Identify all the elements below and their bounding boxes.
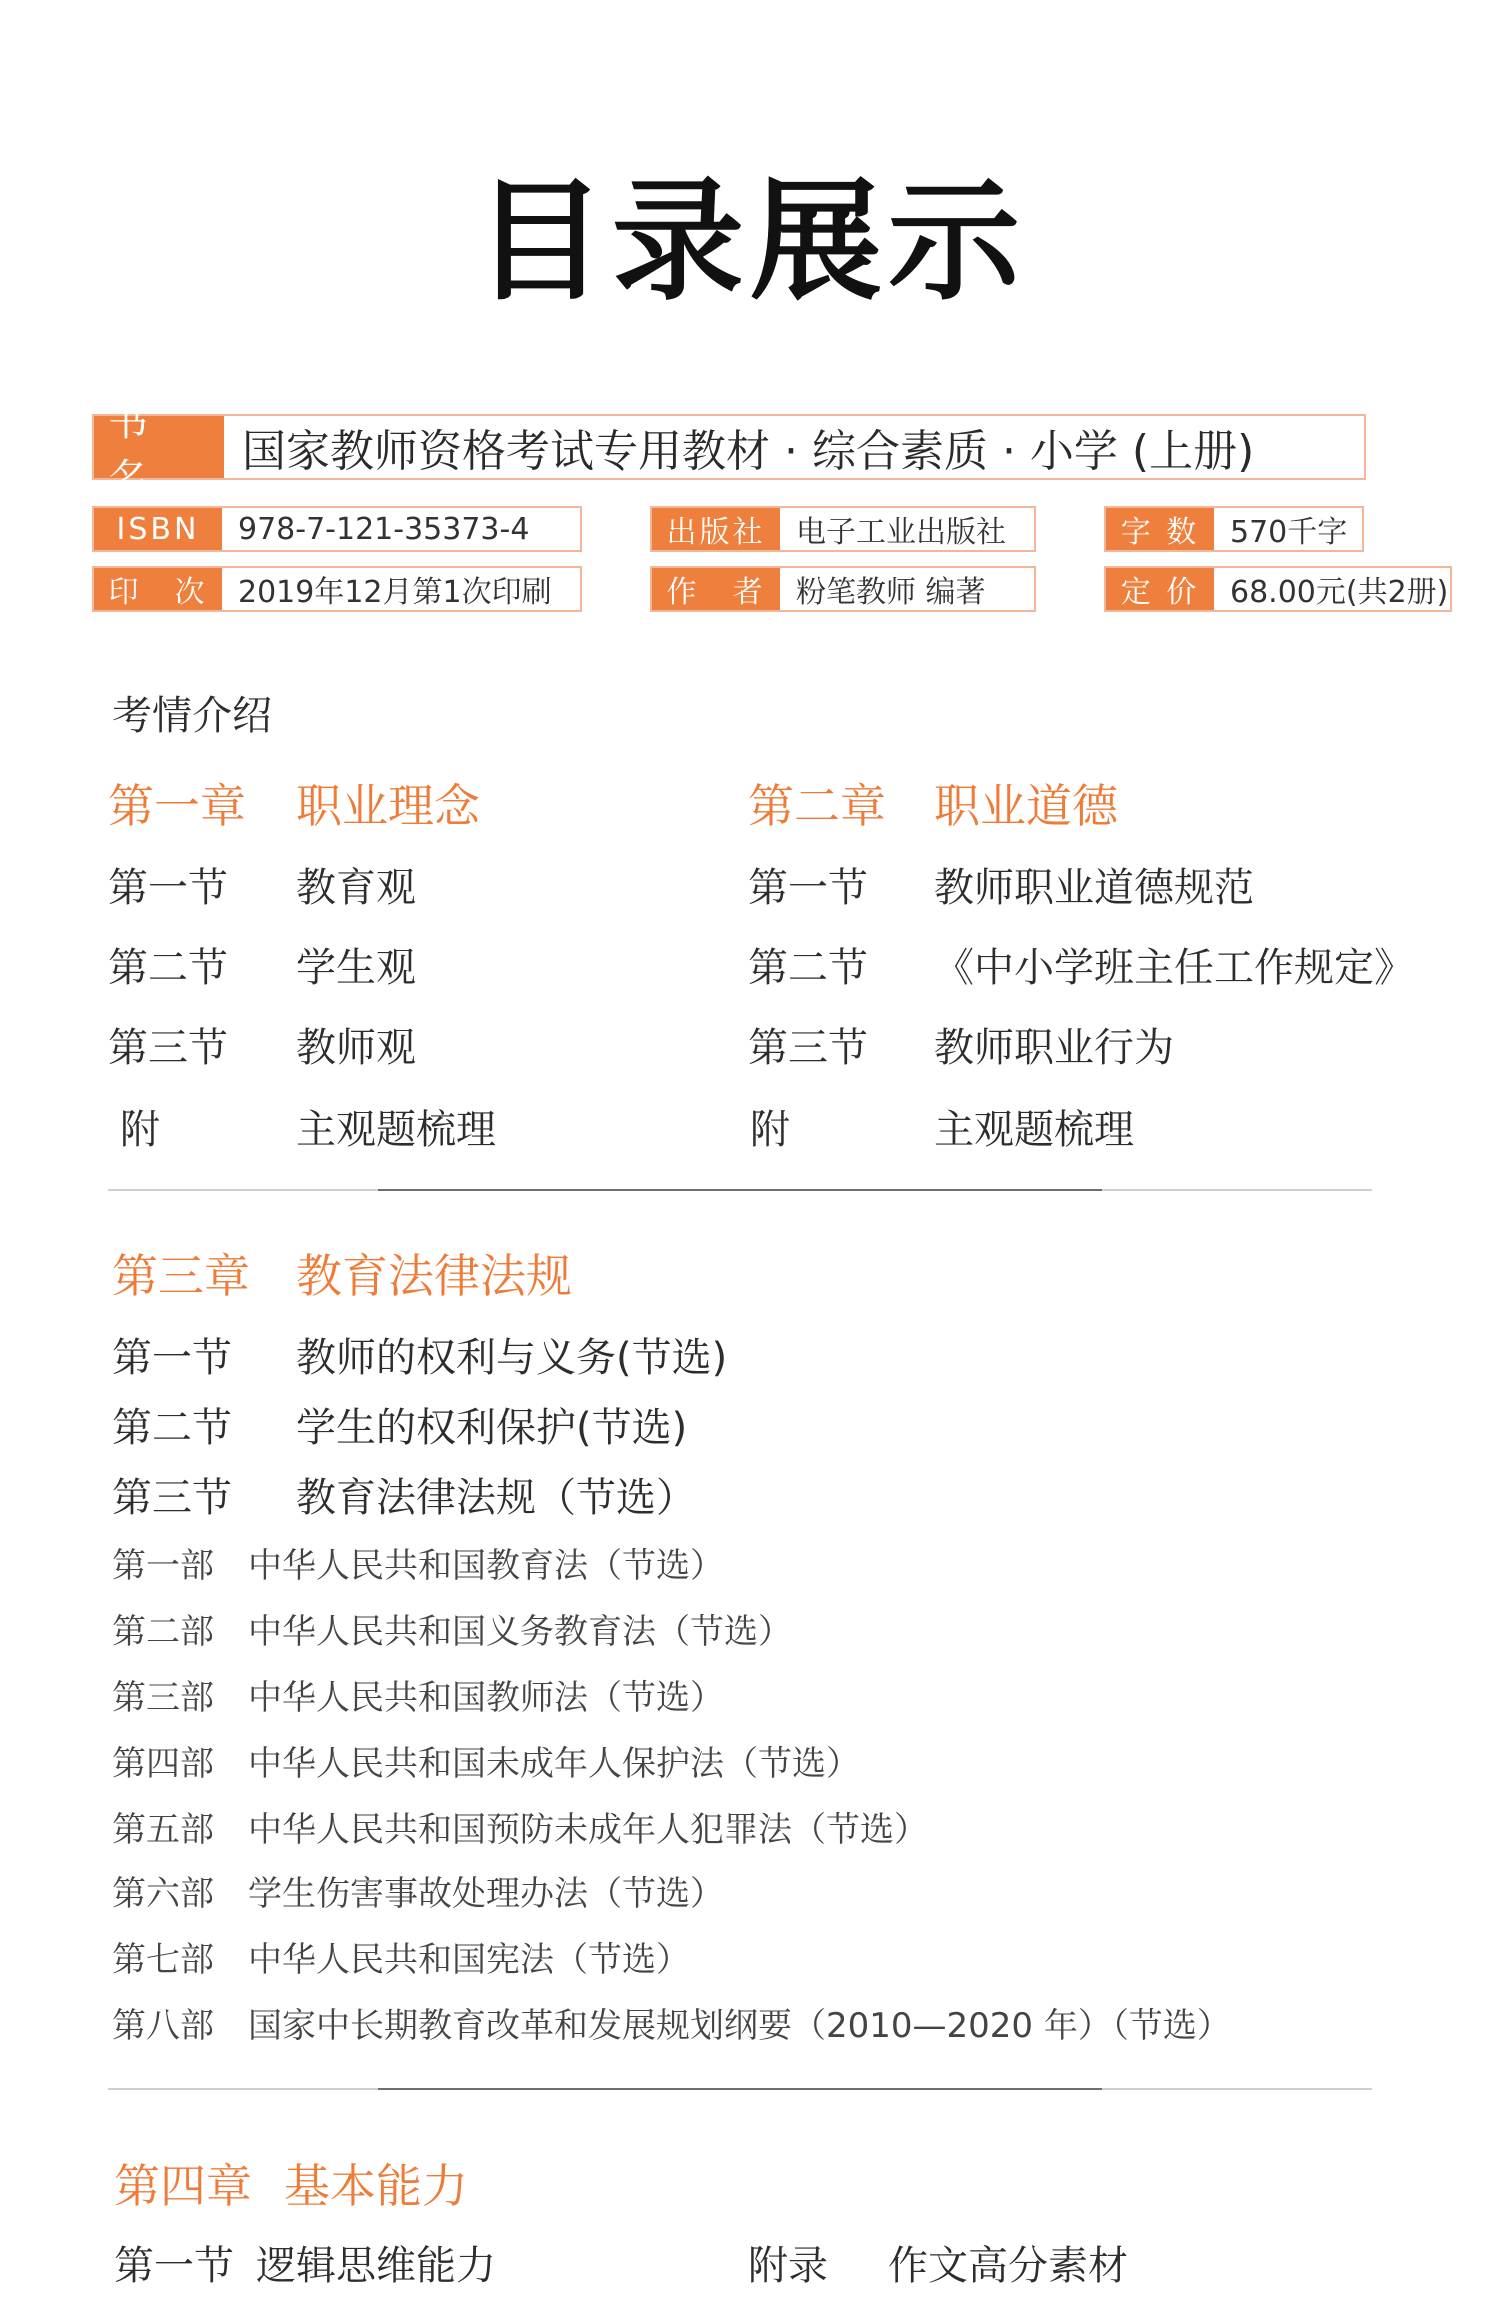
page-title: 目录展示 (474, 164, 1026, 319)
printing-box (92, 566, 582, 612)
chapter1-section3-number: 第三节 (108, 1025, 228, 1071)
chapter3-part1-name: 中华人民共和国教育法（节选） (248, 1546, 724, 1586)
divider-1 (108, 1189, 1372, 1191)
chapter3-part6-name: 学生伤害事故处理办法（节选） (248, 1874, 724, 1914)
chapter1-section2-name: 学生观 (296, 945, 416, 991)
chapter3-part3-number: 第三部 (112, 1678, 214, 1718)
chapter1-appendix-name: 主观题梳理 (296, 1107, 496, 1153)
chapter2-section3-number: 第三节 (748, 1025, 868, 1071)
chapter4-section1-name: 逻辑思维能力 (256, 2243, 496, 2289)
isbn-box (92, 506, 582, 552)
chapter1-number: 第一章 (108, 779, 246, 833)
chapter1-section1-number: 第一节 (108, 865, 228, 911)
chapter2-section1-number: 第一节 (748, 865, 868, 911)
chapter3-section2-number: 第二节 (112, 1405, 232, 1451)
chapter3-part3-name: 中华人民共和国教师法（节选） (248, 1678, 724, 1718)
chapter3-name: 教育法律法规 (296, 1249, 572, 1303)
price-value: 68.00元(共2册) (1230, 575, 1449, 610)
chapter2-section3-name: 教师职业行为 (934, 1025, 1174, 1071)
chapter1-name: 职业理念 (296, 779, 480, 833)
chapter2-section2-number: 第二节 (748, 945, 868, 991)
author-box (650, 566, 1036, 612)
appendix-number: 附录 (748, 2243, 828, 2289)
chapter1-section2-number: 第二节 (108, 945, 228, 991)
author-value: 粉笔教师 编著 (796, 575, 986, 610)
chapter3-part2-number: 第二部 (112, 1612, 214, 1652)
chapter2-number: 第二章 (748, 779, 886, 833)
chapter3-part6-number: 第六部 (112, 1874, 214, 1914)
isbn-label: ISBN (94, 508, 222, 550)
chapter3-section3-number: 第三节 (112, 1475, 232, 1521)
word-count-box (1104, 506, 1364, 552)
chapter4-number: 第四章 (114, 2159, 252, 2213)
chapter2-appendix-number: 附 (750, 1107, 790, 1153)
chapter2-section2-name: 《中小学班主任工作规定》 (934, 945, 1414, 991)
chapter3-part5-number: 第五部 (112, 1810, 214, 1850)
price-box (1104, 566, 1452, 612)
chapter3-section2-name: 学生的权利保护(节选) (296, 1405, 688, 1451)
chapter2-name: 职业道德 (934, 779, 1118, 833)
chapter3-part8-number: 第八部 (112, 2006, 214, 2046)
price-label: 定 价 (1106, 568, 1214, 610)
book-title-value: 国家教师资格考试专用教材 · 综合素质 · 小学 (上册) (242, 426, 1255, 477)
chapter3-section1-name: 教师的权利与义务(节选) (296, 1335, 728, 1381)
chapter2-section1-name: 教师职业道德规范 (934, 865, 1254, 911)
intro-heading: 考情介绍 (112, 693, 272, 739)
divider-2 (108, 2088, 1372, 2090)
word-count-value: 570千字 (1230, 515, 1348, 550)
book-title-box (92, 399, 1366, 502)
chapter3-part1-number: 第一部 (112, 1546, 214, 1586)
author-label: 作 者 (652, 568, 780, 610)
appendix-name: 作文高分素材 (888, 2243, 1128, 2289)
book-title-label: 书 名 (94, 416, 224, 478)
chapter3-part4-name: 中华人民共和国未成年人保护法（节选） (248, 1744, 860, 1784)
word-count-label: 字 数 (1106, 508, 1214, 550)
chapter3-section1-number: 第一节 (112, 1335, 232, 1381)
chapter3-part7-name: 中华人民共和国宪法（节选） (248, 1940, 690, 1980)
chapter1-appendix-number: 附 (120, 1107, 160, 1153)
publisher-box (650, 506, 1036, 552)
chapter3-part8-name: 国家中长期教育改革和发展规划纲要（2010—2020 年）（节选） (248, 2006, 1231, 2046)
chapter1-section1-name: 教育观 (296, 865, 416, 911)
chapter2-appendix-name: 主观题梳理 (934, 1107, 1134, 1153)
chapter3-part2-name: 中华人民共和国义务教育法（节选） (248, 1612, 792, 1652)
publisher-label: 出版社 (652, 508, 780, 550)
chapter3-part4-number: 第四部 (112, 1744, 214, 1784)
chapter4-name: 基本能力 (284, 2159, 468, 2213)
chapter3-number: 第三章 (112, 1249, 250, 1303)
chapter3-part7-number: 第七部 (112, 1940, 214, 1980)
chapter3-section3-name: 教育法律法规（节选） (296, 1475, 696, 1521)
chapter4-section1-number: 第一节 (114, 2243, 234, 2289)
printing-value: 2019年12月第1次印刷 (238, 575, 552, 610)
printing-label: 印 次 (94, 568, 222, 610)
chapter1-section3-name: 教师观 (296, 1025, 416, 1071)
chapter3-part5-name: 中华人民共和国预防未成年人犯罪法（节选） (248, 1810, 928, 1850)
isbn-value: 978-7-121-35373-4 (238, 511, 530, 547)
publisher-value: 电子工业出版社 (796, 515, 1006, 550)
